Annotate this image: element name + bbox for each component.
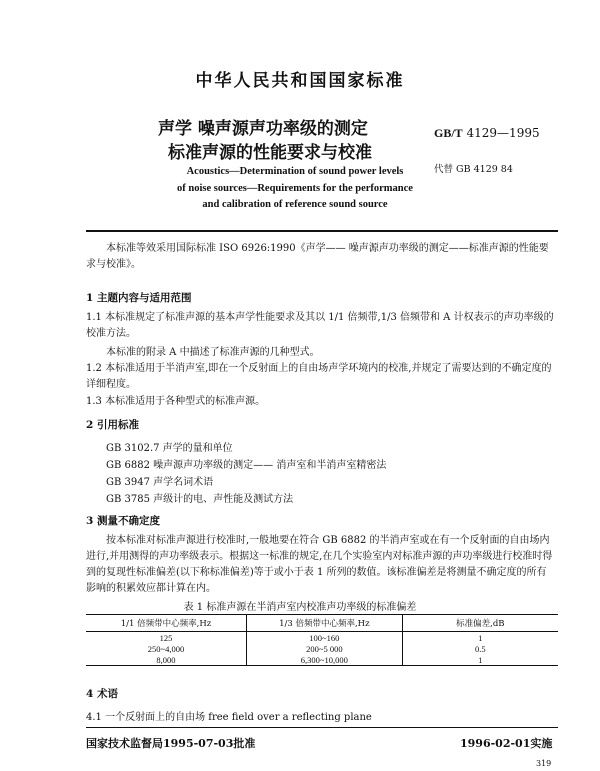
footer-divider [86,727,558,728]
table-cell: 250~4,000 [147,643,185,654]
header-divider [86,230,558,232]
table-1-caption: 表 1 标准声源在半消声室内校准声功率级的标准偏差 [183,602,417,613]
approval-date: 国家技术监督局1995-07-03批准 [86,737,256,750]
table-cell: 1 [478,632,483,643]
table-header-row [86,615,558,632]
implementation-date: 1996-02-01实施 [460,737,553,750]
standard-prefix: GB/T [434,126,463,140]
national-standard-heading: 中华人民共和国国家标准 [195,71,405,91]
standard-code: 4129—1995 [466,126,540,140]
clause-4-1: 4.1 一个反射面上的自由场 free field over a reflecting plane [86,712,372,723]
table-cell: 0.5 [475,643,486,654]
table-cell: 100~160 [246,632,402,644]
table-row [86,632,558,644]
chinese-title-line-2: 标准声源的性能要求与校准 [168,143,372,163]
intro-paragraph: 本标准等效采用国际标准 ISO 6926:1990《声学—— 噪声源声功率级的测定——标准声源的性能要求与校准》。 [86,243,549,270]
table-cell: 200~5 000 [246,643,402,654]
clause-1-1: 1.1 本标准规定了标准声源的基本声学性能要求及其以 1/1 倍频带,1/3 倍频带和 A 计权表示的声功率级的校准方法。 [86,312,554,339]
table-row [86,643,558,654]
table-cell: 125 [159,632,173,643]
clause-1-3: 1.3 本标准适用于各种型式的标准声源。 [86,396,266,407]
column-header-octave: 1/1 倍频带中心频率,Hz [86,615,246,632]
section-1-heading: 1 主题内容与适用范围 [86,292,192,304]
english-title-line-1: Acoustics—Determination of sound power levels [186,166,404,177]
section-3-paragraph: 按本标准对标准声源进行校准时,一般地要在符合 GB 6882 的半消声室或在有一个反射面的自由场内进行,并用测得的声功率级表示。根据这一标准的规定,在几个实验室内对标准声源的声功率级进行校准时得到的复现性标准偏差(以下称标准偏差)等于或小于表 1 所列的数值。该标准偏差是将测量不确定度的所有影响的积累效应都计算在内。 [86,535,553,594]
clause-1-2: 1.2 本标准适用于半消声室,即在一个反射面上的自由场声学环境内的校准,并规定了需要达到的不确定度的详细程度。 [86,363,552,390]
section-4-heading: 4 术语 [86,688,118,700]
table-cell: 1 [402,654,558,666]
table-row [86,654,558,666]
section-3-heading: 3 测量不确定度 [86,515,160,527]
table-cell: 6,300~10,000 [246,654,402,666]
clause-1-1-annex-note: 本标准的附录 A 中描述了标准声源的几种型式。 [106,347,320,358]
chinese-title-line-1: 声学 噪声源声功率级的测定 [158,119,368,139]
english-title-line-3: and calibration of reference sound source [202,199,388,210]
standard-number [434,126,540,141]
reference-item: GB 3102.7 声学的量和单位 [106,443,233,454]
table-cell: 8,000 [86,654,246,666]
page-number: 319 [536,759,552,768]
english-title-line-2: of noise sources—Requirements for the performance [177,183,413,194]
reference-item: GB 3785 声级计的电、声性能及测试方法 [106,494,294,505]
column-header-std-dev: 标准偏差,dB [402,615,558,632]
reference-item: GB 3947 声学名词术语 [106,477,214,488]
column-header-third-octave: 1/3 倍频带中心频率,Hz [246,615,402,632]
reference-item: GB 6882 噪声源声功率级的测定—— 消声室和半消声室精密法 [106,460,387,471]
section-2-heading: 2 引用标准 [86,419,139,431]
standard-deviation-table [86,614,558,666]
replaces-note: 代替 GB 4129 84 [434,164,513,175]
